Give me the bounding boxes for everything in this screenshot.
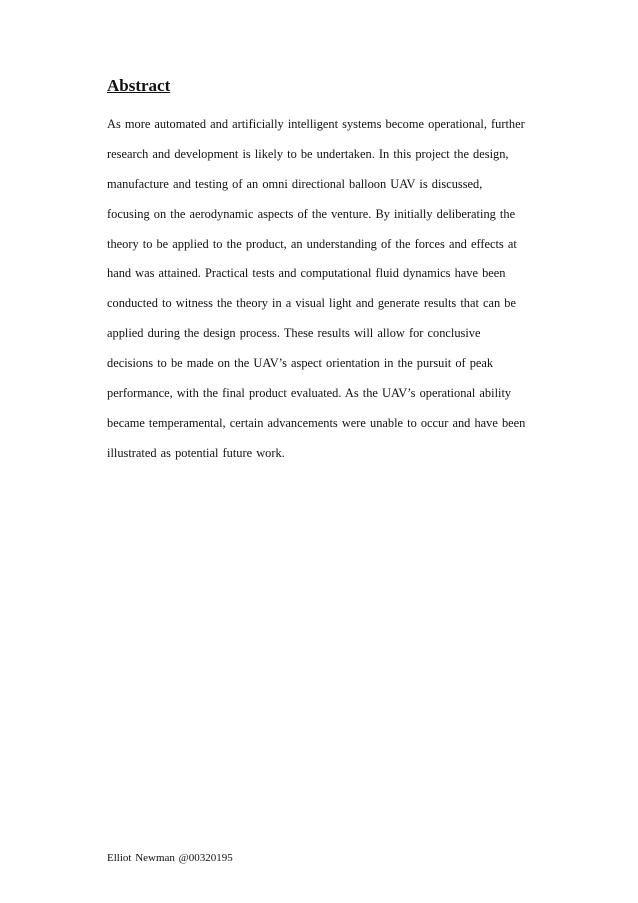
abstract-line: theory to be applied to the product, an understanding of the forces and effects at [107, 236, 517, 251]
abstract-line: became temperamental, certain advancements were unable to occur and have been [107, 415, 526, 430]
abstract-line: decisions to be made on the UAV’s aspect orientation in the pursuit of peak [107, 356, 494, 371]
abstract-line: performance, with the final product evaluated. As the UAV’s operational ability [107, 386, 512, 401]
abstract-line: research and development is likely to be undertaken. In this project the design, [107, 146, 509, 161]
abstract-line: focusing on the aerodynamic aspects of the venture. By initially deliberating the [107, 206, 516, 221]
abstract-line: applied during the design process. These results will allow for conclusive [107, 326, 481, 341]
abstract-heading: Abstract [107, 76, 171, 95]
abstract-body [107, 114, 547, 473]
abstract-line: manufacture and testing of an omni directional balloon UAV is discussed, [107, 176, 483, 191]
abstract-line: illustrated as potential future work. [107, 445, 285, 460]
abstract-line: As more automated and artificially intelligent systems become operational, further [107, 117, 525, 131]
page-footer: Elliot Newman @00320195 [107, 852, 233, 864]
abstract-line: hand was attained. Practical tests and computational fluid dynamics have been [107, 266, 506, 281]
abstract-line: conducted to witness the theory in a visual light and generate results that can be [107, 296, 517, 311]
